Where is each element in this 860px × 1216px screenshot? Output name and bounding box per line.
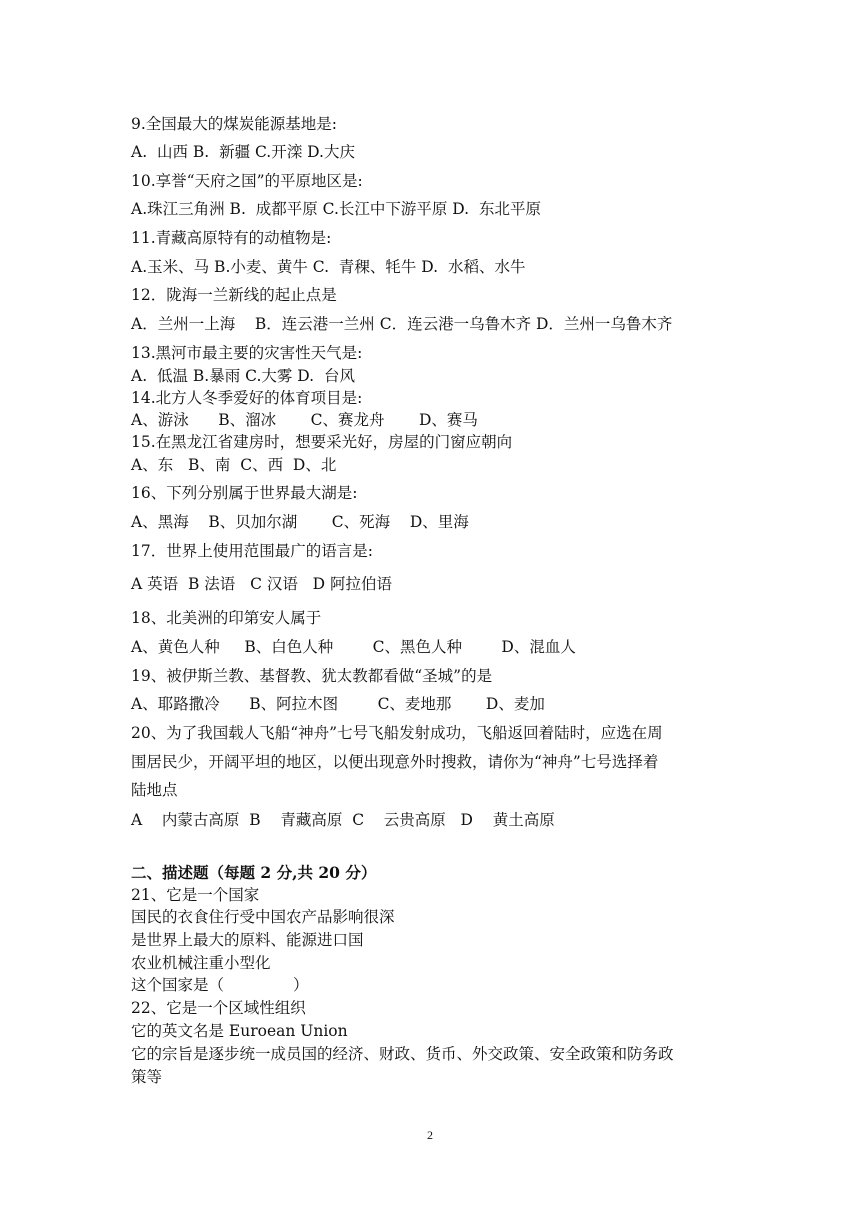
options-15: A、东 B、南 C、西 D、北 [131,456,337,474]
question-12: 12．陇海一兰新线的起止点是 [131,286,337,304]
question-20-line-2: 围居民少，开阔平坦的地区，以便出现意外时搜救，请你为“神舟”七号选择着 [131,753,659,771]
question-11: 11.青藏高原特有的动植物是: [131,229,332,247]
page-number: 2 [427,1128,433,1142]
question-10: 10.享誉“天府之国”的平原地区是: [131,172,363,190]
options-16: A、黑海 B、贝加尔湖 C、死海 D、里海 [131,513,469,531]
section-heading: 二、描述题（每题 2 分,共 20 分） [131,863,377,882]
question-20-line-1: 20、为了我国载人飞船“神舟”七号飞船发射成功，飞船返回着陆时，应选在周 [131,724,663,742]
options-14: A、游泳 B、溜冰 C、赛龙舟 D、赛马 [131,411,478,429]
question-21-clue-3: 农业机械注重小型化 [131,954,271,972]
question-18: 18、北美洲的印第安人属于 [131,609,322,627]
options-9: A. 山西 B. 新疆 C.开滦 D.大庆 [131,143,355,161]
options-13: A. 低温 B.暴雨 C.大雾 D. 台风 [131,367,355,385]
question-14: 14.北方人冬季爱好的体育项目是: [131,389,363,407]
question-21-clue-1: 国民的衣食住行受中国农产品影响很深 [131,908,395,926]
question-16: 16、下列分别属于世界最大湖是: [131,484,358,502]
question-21: 21、它是一个国家 [131,886,260,904]
options-20: A 内蒙古高原 B 青藏高原 C 云贵高原 D 黄土高原 [131,811,555,829]
question-19: 19、被伊斯兰教、基督教、犹太教都看做“圣城”的是 [131,667,493,685]
options-19: A、耶路撒冷 B、阿拉木图 C、麦地那 D、麦加 [131,695,545,713]
question-22-clue-2: 它的宗旨是逐步统一成员国的经济、财政、货币、外交政策、安全政策和防务政 [131,1045,674,1063]
options-12: A．兰州一上海 B．连云港一兰州 C．连云港一乌鲁木齐 D．兰州一乌鲁木齐 [131,315,673,333]
question-9: 9.全国最大的煤炭能源基地是: [131,115,338,133]
question-22: 22、它是一个区域性组织 [131,999,306,1017]
question-20-line-3: 陆地点 [131,781,178,799]
options-10: A.珠江三角洲 B. 成都平原 C.长江中下游平原 D. 东北平原 [131,200,541,218]
question-17: 17．世界上使用范围最广的语言是: [131,542,373,560]
options-11: A.玉米、马 B.小麦、黄牛 C. 青稞、牦牛 D. 水稻、水牛 [131,258,526,276]
question-15: 15.在黑龙江省建房时，想要采光好，房屋的门窗应朝向 [131,433,513,451]
options-17: A 英语 B 法语 C 汉语 D 阿拉伯语 [131,575,392,593]
question-21-clue-2: 是世界上最大的原料、能源进口国 [131,931,364,949]
question-13: 13.黑河市最主要的灾害性天气是: [131,344,363,362]
question-22-clue-1: 它的英文名是 Euroean Union [131,1022,348,1040]
question-21-answer: 这个国家是（ ） [131,976,309,994]
question-22-clue-2-cont: 策等 [131,1068,163,1086]
options-18: A、黄色人种 B、白色人种 C、黑色人种 D、混血人 [131,638,576,656]
